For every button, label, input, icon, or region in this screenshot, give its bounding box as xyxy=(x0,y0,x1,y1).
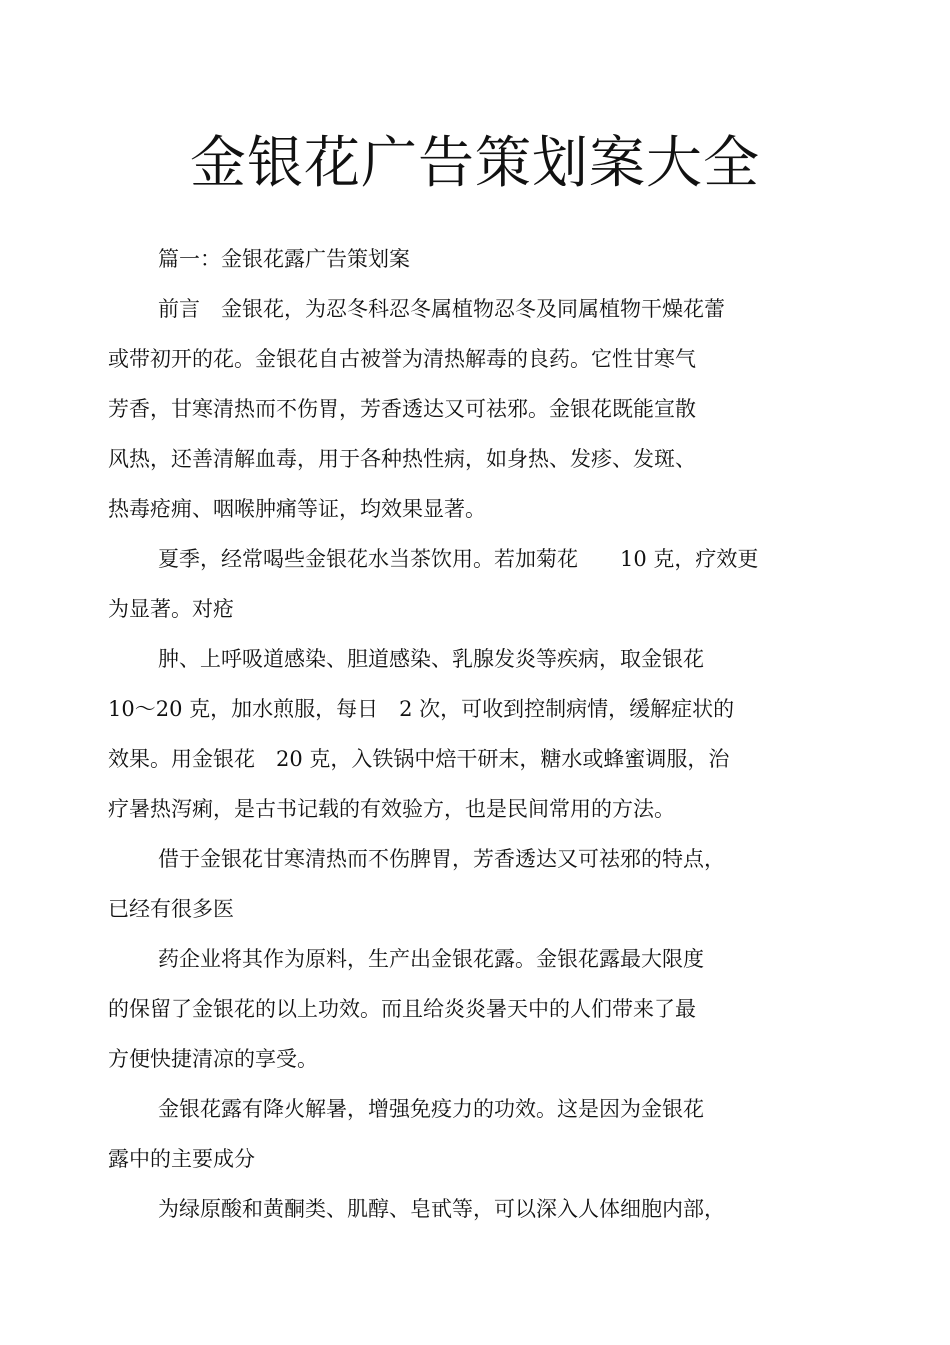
paragraph-line: 露中的主要成分 xyxy=(108,1147,255,1171)
section-heading: 篇一：金银花露广告策划案 xyxy=(158,247,410,271)
paragraph-line: 借于金银花甘寒清热而不伤脾胃，芳香透达又可祛邪的特点， xyxy=(158,847,725,871)
document-title: 金银花广告策划案大全 xyxy=(190,131,760,196)
paragraph-line: 为显著。对疮 xyxy=(108,597,234,621)
paragraph-line: 金银花露有降火解暑，增强免疫力的功效。这是因为金银花 xyxy=(158,1097,704,1121)
paragraph-line: 或带初开的花。金银花自古被誉为清热解毒的良药。它性甘寒气 xyxy=(108,347,696,371)
paragraph-line: 热毒疮痈、咽喉肿痛等证，均效果显著。 xyxy=(108,497,486,521)
paragraph-line: 夏季，经常喝些金银花水当茶饮用。若加菊花 10 克，疗效更 xyxy=(158,547,759,571)
paragraph-line: 风热，还善清解血毒，用于各种热性病，如身热、发疹、发斑、 xyxy=(108,447,696,471)
paragraph-line: 为绿原酸和黄酮类、肌醇、皂甙等，可以深入人体细胞内部， xyxy=(158,1197,725,1221)
paragraph-line: 芳香，甘寒清热而不伤胃，芳香透达又可祛邪。金银花既能宣散 xyxy=(108,397,696,421)
paragraph-line: 前言 金银花，为忍冬科忍冬属植物忍冬及同属植物干燥花蕾 xyxy=(158,297,725,321)
paragraph-line: 已经有很多医 xyxy=(108,897,234,921)
paragraph-line: 疗暑热泻痢，是古书记载的有效验方，也是民间常用的方法。 xyxy=(108,797,675,821)
paragraph-line: 的保留了金银花的以上功效。而且给炎炎暑天中的人们带来了最 xyxy=(108,997,696,1021)
paragraph-line: 肿、上呼吸道感染、胆道感染、乳腺发炎等疾病，取金银花 xyxy=(158,647,704,671)
paragraph-line: 药企业将其作为原料，生产出金银花露。金银花露最大限度 xyxy=(158,947,704,971)
paragraph-line: 效果。用金银花 20 克，入铁锅中焙干研末，糖水或蜂蜜调服，治 xyxy=(108,747,730,771)
paragraph-line: 10～20 克，加水煎服，每日 2 次，可收到控制病情，缓解症状的 xyxy=(108,697,735,721)
paragraph-line: 方便快捷清凉的享受。 xyxy=(108,1047,318,1071)
